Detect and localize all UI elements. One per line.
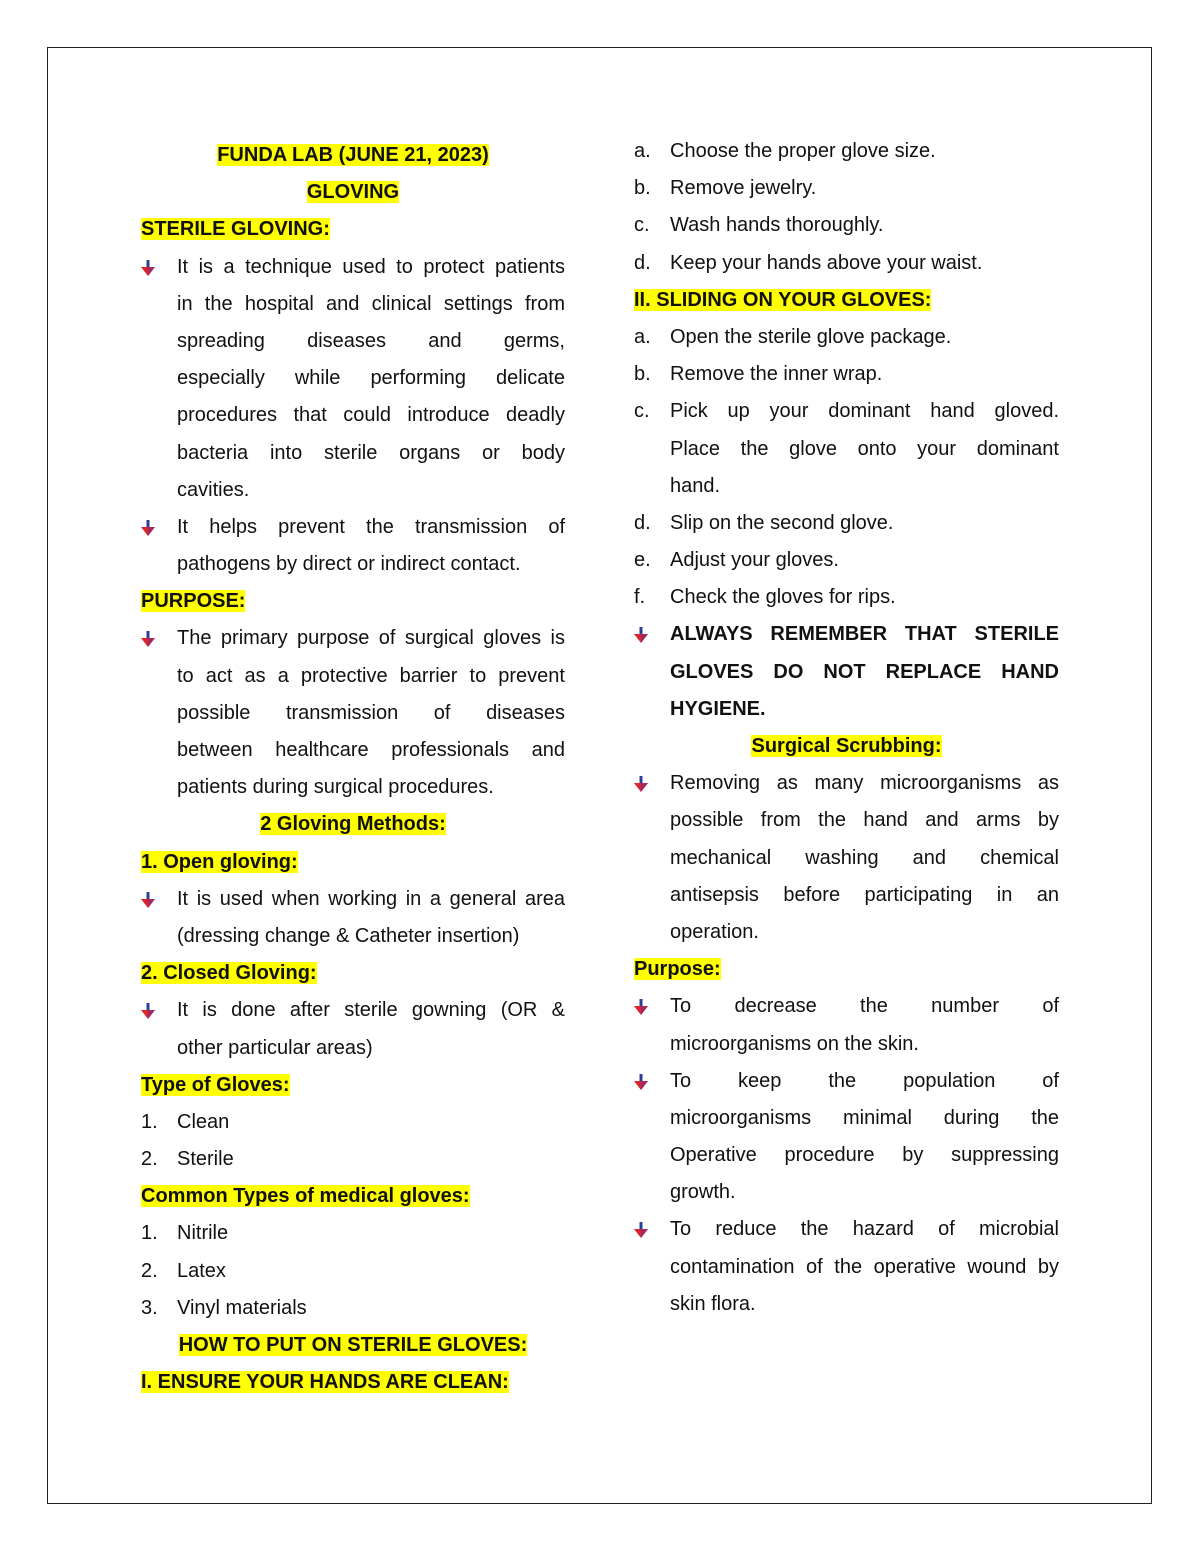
list-item: 2. Latex [141, 1259, 226, 1282]
methods-heading: 2 Gloving Methods: [260, 813, 446, 836]
list-item: c. Pick up your dominant hand gloved. Place the glove onto your dominant hand. [634, 400, 1059, 497]
page-title: FUNDA LAB (JUNE 21, 2023) [217, 144, 489, 166]
open-gloving-bullet: It is used when working in a general area (dressing change & Catheter insertion) [141, 881, 565, 955]
arrow-down-bullet-icon [141, 630, 155, 653]
closed-gloving-heading: 2. Closed Gloving: [141, 962, 317, 985]
sliding-heading: II. SLIDING ON YOUR GLOVES: [634, 288, 932, 311]
arrow-down-bullet-icon [141, 891, 155, 914]
arrow-down-bullet-icon [634, 626, 648, 649]
list-item: b. Remove the inner wrap. [634, 363, 883, 386]
gloving-heading: GLOVING [306, 181, 400, 204]
arrow-down-bullet-icon [634, 775, 648, 798]
scrub-purpose-bullet-2: To keep the population of microorganisms minimal during the Operative procedure by suppressing growth. [634, 1063, 1059, 1212]
list-item: d. Slip on the second glove. [634, 511, 894, 534]
list-item: 1. Nitrile [141, 1222, 229, 1245]
list-item: a. Open the sterile glove package. [634, 325, 952, 348]
arrow-down-bullet-icon [634, 1221, 648, 1244]
closed-gloving-bullet: It is done after sterile gowning (OR & other particular areas) [141, 992, 565, 1066]
list-item: e. Adjust your gloves. [634, 549, 839, 572]
type-of-gloves-heading: Type of Gloves: [141, 1073, 290, 1096]
arrow-down-bullet-icon [634, 1073, 648, 1096]
open-gloving-heading: 1. Open gloving: [141, 850, 298, 873]
surgical-scrubbing-heading: Surgical Scrubbing: [751, 735, 942, 757]
common-types-heading: Common Types of medical gloves: [141, 1185, 470, 1208]
arrow-down-bullet-icon [634, 998, 648, 1021]
left-column [141, 133, 565, 1401]
scrub-bullet: Removing as many microorganisms as possible from the hand and arms by mechanical washing and chemical antisepsis before participating in an operation. [634, 765, 1059, 951]
sterile-bullet-1: It is a technique used to protect patients in the hospital and clinical settings from spreading diseases and germs, especially while performing delicate procedures that could introduce deadly bacteria into sterile organs or body cavities. [141, 249, 565, 509]
scrub-purpose-heading: Purpose: [634, 958, 721, 981]
list-item: b. Remove jewelry. [634, 177, 817, 200]
sterile-bullet-2: It helps prevent the transmission of pathogens by direct or indirect contact. [141, 509, 565, 583]
arrow-down-bullet-icon [141, 519, 155, 542]
purpose-heading: PURPOSE: [141, 590, 246, 613]
list-item: a. Choose the proper glove size. [634, 140, 936, 162]
scrub-purpose-bullet-1: To decrease the number of microorganisms on the skin. [634, 988, 1059, 1062]
list-item: 3. Vinyl materials [141, 1296, 307, 1319]
how-to-heading: HOW TO PUT ON STERILE GLOVES: [178, 1334, 528, 1356]
sterile-gloving-heading: STERILE GLOVING: [141, 218, 330, 241]
list-item: 1. Clean [141, 1110, 230, 1133]
purpose-bullet: The primary purpose of surgical gloves is to act as a protective barrier to prevent possible transmission of diseases between healthcare professionals and patients during surgical procedures. [141, 620, 565, 806]
list-item: c. Wash hands thoroughly. [634, 214, 884, 237]
list-item: f. Check the gloves for rips. [634, 586, 896, 609]
ensure-clean-heading: I. ENSURE YOUR HANDS ARE CLEAN: [141, 1371, 509, 1394]
scrub-purpose-bullet-3: To reduce the hazard of microbial contamination of the operative wound by skin flora. [634, 1211, 1059, 1323]
arrow-down-bullet-icon [141, 259, 155, 282]
remember-bullet: ALWAYS REMEMBER THAT STERILE GLOVES DO NOT REPLACE HAND HYGIENE. [634, 616, 1059, 728]
list-item: 2. Sterile [141, 1148, 234, 1171]
arrow-down-bullet-icon [141, 1002, 155, 1025]
right-column [634, 133, 1059, 1323]
list-item: d. Keep your hands above your waist. [634, 251, 983, 274]
